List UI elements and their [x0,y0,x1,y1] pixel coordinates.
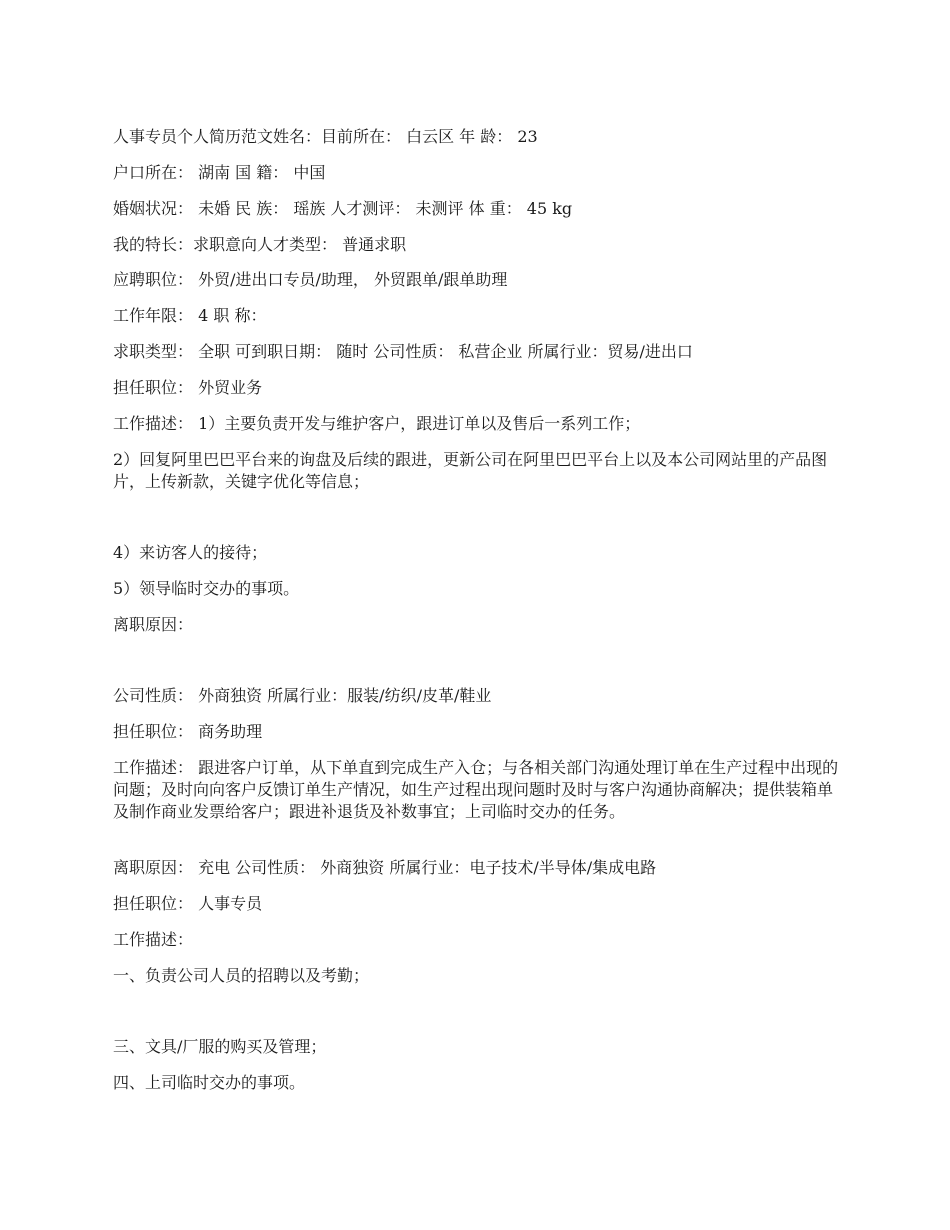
text-line-13: 离职原因： [113,615,194,634]
text-line-20: 一、负责公司人员的招聘以及考勤； [113,966,370,985]
text-line-6: 工作年限： 4 职 称： [113,306,267,325]
text-line-11: 4）来访客人的接待； [113,543,268,562]
text-line-22: 四、上司临时交办的事项。 [113,1073,306,1092]
text-line-5: 应聘职位： 外贸/进出口专员/助理， 外贸跟单/跟单助理 [113,270,508,289]
text-line-14: 公司性质： 外商独资 所属行业：服装/纺织/皮革/鞋业 [113,686,492,705]
text-line-17: 离职原因： 充电 公司性质： 外商独资 所属行业：电子技术/半导体/集成电路 [113,858,657,877]
text-line-18: 担任职位： 人事专员 [113,894,263,913]
text-line-1: 人事专员个人简历范文姓名：目前所在： 白云区 年 龄： 23 [113,127,538,146]
text-line-15: 担任职位： 商务助理 [113,722,263,741]
text-line-10: 2）回复阿里巴巴平台来的询盘及后续的跟进，更新公司在阿里巴巴平台上以及本公司网站里的产品图片，上传新款，关键字优化等信息； [113,450,828,491]
text-line-4: 我的特长：求职意向人才类型： 普通求职 [113,235,407,254]
text-line-19: 工作描述： [113,930,194,949]
text-line-7: 求职类型： 全职 可到职日期： 随时 公司性质： 私营企业 所属行业：贸易/进出口 [113,342,693,361]
text-line-3: 婚姻状况： 未婚 民 族： 瑶族 人才测评： 未测评 体 重： 45 kg [113,199,573,218]
text-line-2: 户口所在： 湖南 国 籍： 中国 [113,163,326,182]
text-line-21: 三、文具/厂服的购买及管理； [113,1037,327,1056]
text-line-12: 5）领导临时交办的事项。 [113,579,300,598]
text-line-8: 担任职位： 外贸业务 [113,378,263,397]
text-line-9: 工作描述： 1）主要负责开发与维护客户，跟进订单以及售后一系列工作； [113,414,641,433]
text-line-16: 工作描述： 跟进客户订单，从下单直到完成生产入仓；与各相关部门沟通处理订单在生产过程中出现的问题；及时向向客户反馈订单生产情况，如生产过程出现问题时及时与客户沟通协商解决；提供装箱单及制作商业发票给客户；跟进补退货及补数事宜；上司临时交办的任务。 [113,758,839,821]
